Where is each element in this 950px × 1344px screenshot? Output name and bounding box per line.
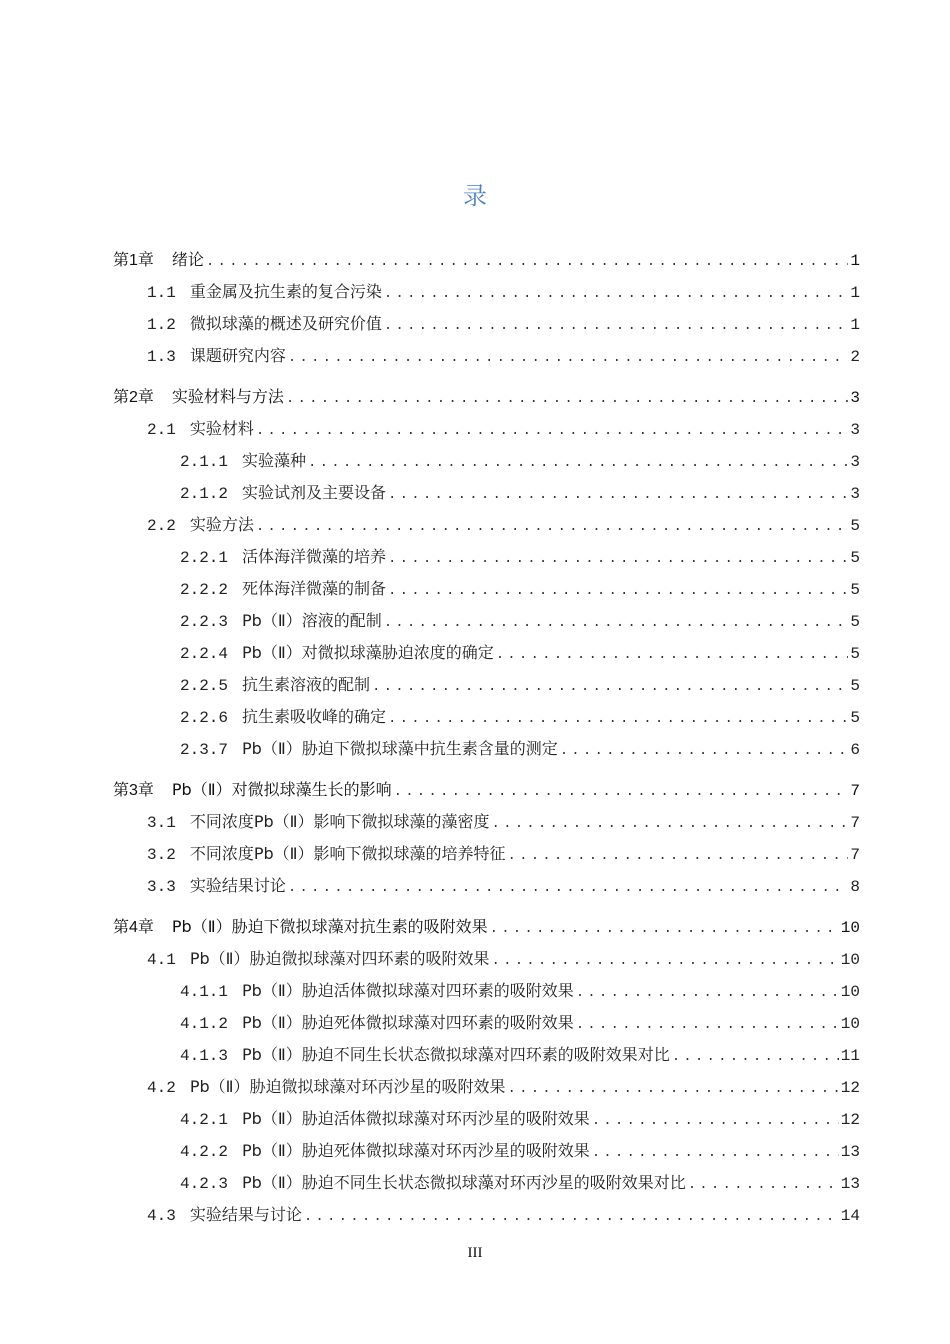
toc-entry-title: Pb（Ⅱ）胁迫死体微拟球藻对环丙沙星的吸附效果 [242, 1141, 590, 1160]
toc-entry-page: 12 [840, 1111, 860, 1129]
dot-leader [388, 479, 848, 511]
toc-entry-page: 7 [850, 846, 860, 864]
toc-section-entry[interactable] [113, 413, 860, 445]
dot-leader [308, 447, 848, 479]
toc-entry-page: 14 [840, 1207, 860, 1225]
toc-title: 录 [463, 182, 487, 210]
toc-entry-number: 2.1.1 [180, 453, 229, 471]
toc-entry-page: 3 [850, 421, 860, 439]
toc-entry-title: Pb（Ⅱ）胁迫下微拟球藻中抗生素含量的测定 [242, 739, 558, 758]
toc-entry-number: 4.2 [147, 1079, 176, 1097]
toc-entry-page: 12 [840, 1079, 860, 1097]
toc-chapter-entry[interactable] [113, 774, 860, 806]
dot-leader [688, 1169, 839, 1201]
toc-section-entry[interactable] [113, 573, 860, 605]
toc-entry-page: 10 [840, 951, 860, 969]
dot-leader [592, 1105, 839, 1137]
toc-entry-title: Pb（Ⅱ）胁迫死体微拟球藻对四环素的吸附效果 [242, 1013, 574, 1032]
toc-chapter-entry[interactable] [113, 381, 860, 413]
toc-entry-title: Pb（Ⅱ）胁迫活体微拟球藻对四环素的吸附效果 [242, 981, 574, 1000]
dot-leader [508, 840, 849, 872]
toc-entry-page: 10 [840, 1015, 860, 1033]
toc-entry-number: 4.1.3 [180, 1047, 229, 1065]
dot-leader [508, 1073, 839, 1105]
toc-entry-number: 4.3 [147, 1207, 176, 1225]
toc-entry-title: 重金属及抗生素的复合污染 [189, 282, 382, 301]
toc-entry-title: Pb（Ⅱ）溶液的配制 [242, 611, 382, 630]
toc-entry-page: 3 [850, 389, 860, 407]
toc-entry-number: 2.2.2 [180, 581, 229, 599]
toc-entry-page: 10 [840, 983, 860, 1001]
dot-leader [388, 543, 848, 575]
toc-entry-title: Pb（Ⅱ）胁迫活体微拟球藻对环丙沙星的吸附效果 [242, 1109, 590, 1128]
toc-section-entry[interactable] [113, 1071, 860, 1103]
dot-leader [394, 776, 849, 808]
toc-section-entry[interactable] [113, 838, 860, 870]
toc-entry-number: 4.2.2 [180, 1143, 229, 1161]
toc-entry-page: 5 [850, 581, 860, 599]
toc-entry-title: Pb（Ⅱ）胁迫微拟球藻对环丙沙星的吸附效果 [189, 1077, 506, 1096]
toc-entry-page: 11 [840, 1047, 860, 1065]
toc-entry-number: 2.2 [147, 517, 176, 535]
toc-entry-number: 2.1.2 [180, 485, 229, 503]
toc-entry-title: 实验方法 [189, 515, 254, 534]
toc-entry-title: 抗生素溶液的配制 [242, 675, 371, 694]
toc-entry-page: 8 [850, 878, 860, 896]
toc-entry-page: 5 [850, 613, 860, 631]
toc-entry-title: 活体海洋微藻的培养 [242, 547, 387, 566]
dot-leader [256, 415, 849, 447]
toc-entry-number: 第4章 [113, 919, 154, 936]
toc-section-entry[interactable] [113, 477, 860, 509]
toc-entry-number: 1.3 [147, 348, 176, 366]
toc-entry-number: 2.2.4 [180, 645, 229, 663]
toc-section-entry[interactable] [113, 701, 860, 733]
toc-entry-page: 7 [850, 782, 860, 800]
toc-entry-page: 3 [850, 485, 860, 503]
toc-entry-page: 2 [850, 348, 860, 366]
toc-entry-page: 1 [850, 284, 860, 302]
toc-section-entry[interactable] [113, 806, 860, 838]
toc-entry-page: 1 [850, 252, 860, 270]
toc-section-entry[interactable] [113, 1199, 860, 1231]
toc-entry-number: 2.2.5 [180, 677, 229, 695]
toc-section-entry[interactable] [113, 733, 860, 765]
toc-entry-title: 实验材料与方法 [171, 387, 284, 406]
toc-entry-page: 5 [850, 517, 860, 535]
toc-entry-number: 2.1 [147, 421, 176, 439]
toc-entry-title: Pb（Ⅱ）对微拟球藻生长的影响 [171, 780, 392, 799]
toc-entry-title: 微拟球藻的概述及研究价值 [189, 314, 382, 333]
toc-entry-page: 10 [840, 919, 860, 937]
toc-entry-title: 课题研究内容 [189, 346, 286, 365]
toc-section-entry[interactable] [113, 1167, 860, 1199]
toc-entry-title: Pb（Ⅱ）胁迫微拟球藻对四环素的吸附效果 [189, 949, 490, 968]
dot-leader [592, 1137, 839, 1169]
toc-entry-title: 实验材料 [189, 419, 254, 438]
toc-entry-page: 6 [850, 741, 860, 759]
dot-leader [388, 703, 848, 735]
dot-leader [492, 945, 839, 977]
toc-section-entry[interactable] [113, 276, 860, 308]
dot-leader [576, 1009, 839, 1041]
toc-entry-title: 绪论 [171, 250, 204, 269]
toc-entry-number: 3.2 [147, 846, 176, 864]
dot-leader [288, 872, 849, 904]
toc-entry-title: 实验结果讨论 [189, 876, 286, 895]
toc-entry-number: 4.1 [147, 951, 176, 969]
toc-entry-number: 1.2 [147, 316, 176, 334]
toc-section-entry[interactable] [113, 340, 860, 372]
toc-entry-number: 4.1.1 [180, 983, 229, 1001]
toc-section-entry[interactable] [113, 1135, 860, 1167]
toc-entry-number: 3.3 [147, 878, 176, 896]
toc-entry-title: 实验藻种 [242, 451, 307, 470]
toc-entry-page: 13 [840, 1175, 860, 1193]
toc-section-entry[interactable] [113, 669, 860, 701]
toc-chapter-entry[interactable] [113, 911, 860, 943]
toc-section-entry[interactable] [113, 541, 860, 573]
toc-section-entry[interactable] [113, 975, 860, 1007]
toc-entry-title: 不同浓度Pb（Ⅱ）影响下微拟球藻的培养特征 [189, 844, 506, 863]
dot-leader [576, 977, 839, 1009]
toc-entry-number: 2.2.3 [180, 613, 229, 631]
toc-entry-page: 5 [850, 677, 860, 695]
toc-entry-page: 7 [850, 814, 860, 832]
toc-entry-number: 2.2.6 [180, 709, 229, 727]
toc-entry-title: Pb（Ⅱ）对微拟球藻胁迫浓度的确定 [242, 643, 494, 662]
dot-leader [286, 383, 848, 415]
toc-section-entry[interactable] [113, 308, 860, 340]
toc-entry-page: 5 [850, 645, 860, 663]
dot-leader [384, 607, 849, 639]
toc-entry-title: 死体海洋微藻的制备 [242, 579, 387, 598]
toc-entry-title: Pb（Ⅱ）胁迫下微拟球藻对抗生素的吸附效果 [171, 917, 488, 936]
toc-chapter-entry[interactable] [113, 244, 860, 276]
dot-leader [490, 913, 839, 945]
toc-section-entry[interactable] [113, 1039, 860, 1071]
toc-entry-page: 13 [840, 1143, 860, 1161]
toc-entry-number: 第2章 [113, 389, 154, 406]
toc-entry-page: 5 [850, 709, 860, 727]
table-of-contents [113, 244, 860, 1231]
dot-leader [256, 511, 849, 543]
dot-leader [388, 575, 848, 607]
dot-leader [560, 735, 849, 767]
toc-section-entry[interactable] [113, 1103, 860, 1135]
dot-leader [372, 671, 848, 703]
toc-entry-page: 1 [850, 316, 860, 334]
toc-entry-page: 5 [850, 549, 860, 567]
toc-entry-title: Pb（Ⅱ）胁迫不同生长状态微拟球藻对环丙沙星的吸附效果对比 [242, 1173, 686, 1192]
toc-section-entry[interactable] [113, 637, 860, 669]
toc-entry-number: 2.2.1 [180, 549, 229, 567]
toc-entry-title: 抗生素吸收峰的确定 [242, 707, 387, 726]
toc-entry-title: 实验结果与讨论 [189, 1205, 302, 1224]
toc-entry-number: 4.2.1 [180, 1111, 229, 1129]
toc-entry-number: 2.3.7 [180, 741, 229, 759]
toc-entry-number: 4.2.3 [180, 1175, 229, 1193]
toc-entry-number: 第3章 [113, 782, 154, 799]
toc-section-entry[interactable] [113, 943, 860, 975]
toc-section-entry[interactable] [113, 509, 860, 541]
dot-leader [288, 342, 849, 374]
dot-leader [206, 246, 848, 278]
page-number: III [467, 1245, 483, 1261]
toc-section-entry[interactable] [113, 445, 860, 477]
toc-entry-number: 4.1.2 [180, 1015, 229, 1033]
toc-entry-title: Pb（Ⅱ）胁迫不同生长状态微拟球藻对四环素的吸附效果对比 [242, 1045, 670, 1064]
toc-entry-number: 第1章 [113, 252, 154, 269]
dot-leader [304, 1201, 839, 1233]
dot-leader [672, 1041, 839, 1073]
dot-leader [384, 278, 849, 310]
toc-entry-title: 实验试剂及主要设备 [242, 483, 387, 502]
toc-entry-number: 3.1 [147, 814, 176, 832]
toc-entry-page: 3 [850, 453, 860, 471]
dot-leader [492, 808, 849, 840]
dot-leader [384, 310, 849, 342]
dot-leader [496, 639, 849, 671]
toc-section-entry[interactable] [113, 870, 860, 902]
toc-entry-title: 不同浓度Pb（Ⅱ）影响下微拟球藻的藻密度 [189, 812, 490, 831]
toc-section-entry[interactable] [113, 1007, 860, 1039]
toc-section-entry[interactable] [113, 605, 860, 637]
toc-entry-number: 1.1 [147, 284, 176, 302]
